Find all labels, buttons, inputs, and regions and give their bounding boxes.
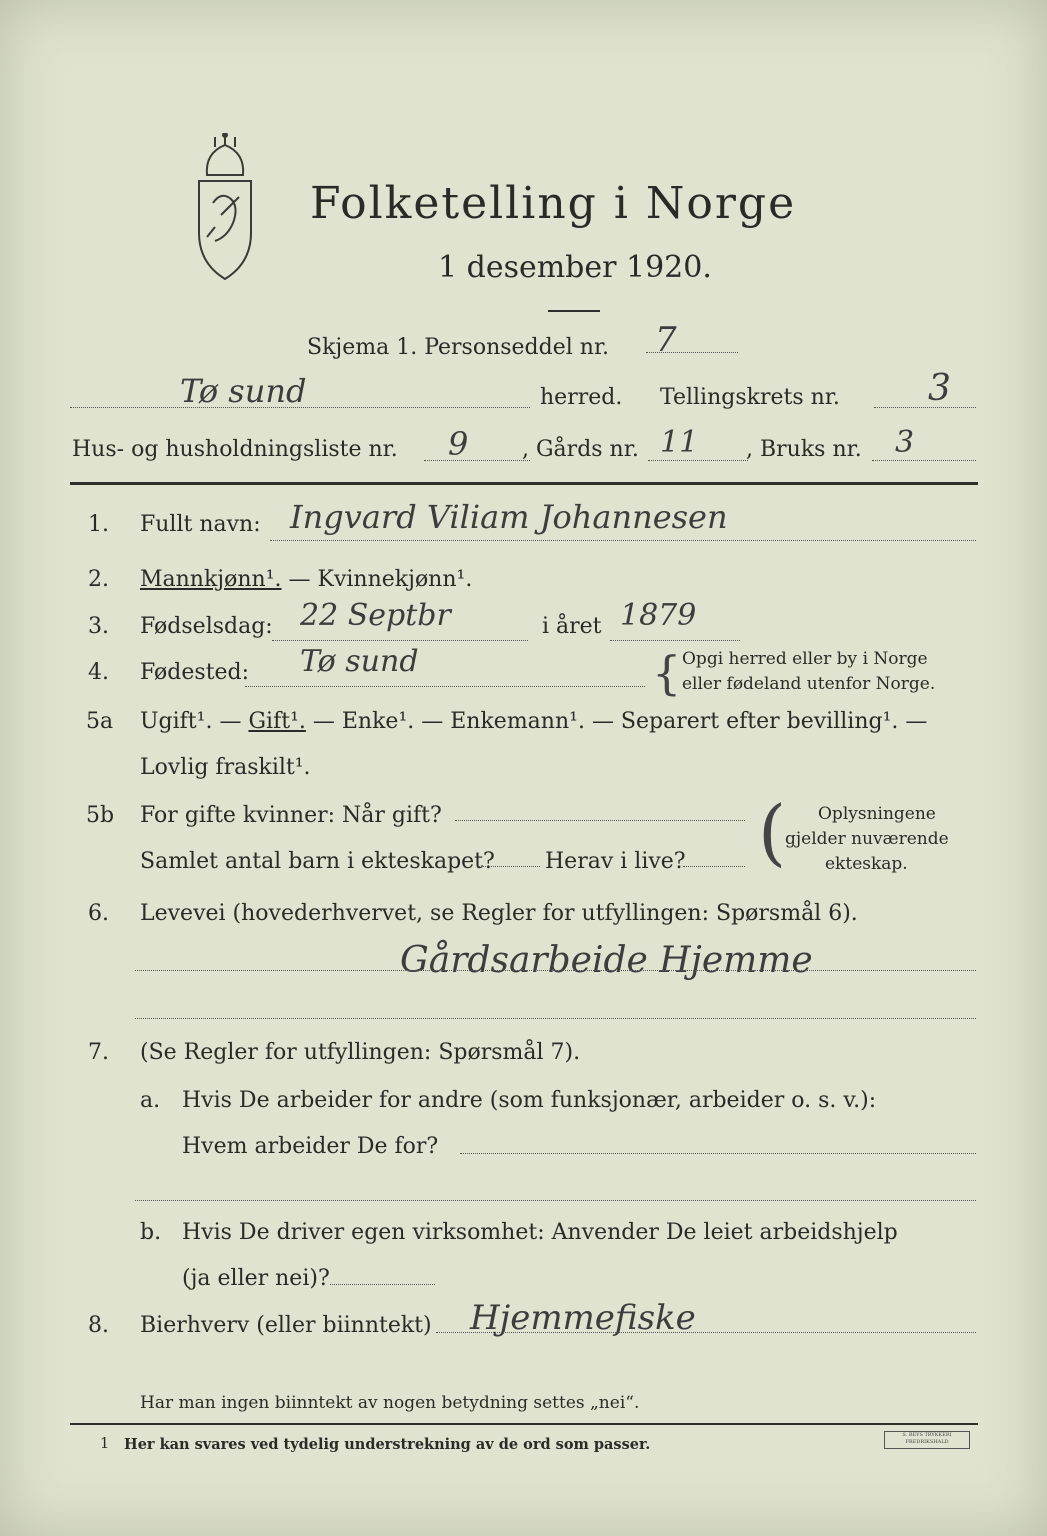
skjema-label: Skjema 1. Personseddel nr. — [307, 335, 610, 360]
person-nr-field[interactable] — [646, 352, 738, 353]
married-when-field[interactable] — [455, 820, 745, 821]
occupation-field-line1[interactable] — [135, 970, 976, 971]
footer-note: Har man ingen biinntekt av nogen betydning settes „nei“. — [140, 1393, 640, 1413]
q5b-label: For gifte kvinner: Når gift? — [140, 803, 442, 828]
birthdate-value: 22 Septbr — [300, 598, 451, 633]
children-alive-field[interactable] — [683, 866, 745, 867]
gards-value: 11 — [660, 425, 699, 460]
q7b-letter: b. — [140, 1220, 162, 1245]
q2-options — [140, 567, 472, 592]
q8-label: Bierhverv (eller biinntekt) — [140, 1313, 432, 1338]
q5a-options — [140, 709, 927, 734]
q5b-number: 5b — [86, 803, 115, 828]
q5a-separator: — — [212, 709, 249, 734]
bruks-label: , Bruks nr. — [746, 437, 862, 462]
birthplace-value: Tø sund — [300, 644, 419, 679]
q5b-alive-label: Herav i live? — [545, 849, 686, 874]
year-label: i året — [542, 614, 602, 639]
occupation-field-line2[interactable] — [135, 1018, 976, 1019]
herred-field[interactable] — [70, 407, 530, 408]
q7b-answer-label: (ja eller nei)? — [182, 1266, 330, 1291]
q7a-letter: a. — [140, 1088, 161, 1113]
q7a-label: Hvis De arbeider for andre (som funksjonær, arbeider o. s. v.): — [182, 1088, 877, 1113]
q5b-bracket: ( — [758, 790, 787, 874]
q2-number: 2. — [88, 567, 109, 592]
lovlig-fraskilt-option[interactable]: Lovlig fraskilt¹. — [140, 755, 311, 780]
q1-label: Fullt navn: — [140, 512, 261, 537]
hired-help-field[interactable] — [330, 1284, 435, 1285]
birth-year-value: 1879 — [620, 598, 697, 633]
husholdningsliste-value: 9 — [448, 425, 469, 463]
ugift-option[interactable]: Ugift¹. — [140, 709, 213, 734]
mannkjonn-option[interactable]: Mannkjønn¹. — [140, 567, 282, 592]
q5b-children-label: Samlet antal barn i ekteskapet? — [140, 849, 495, 874]
occupation-value: Gårdsarbeide Hjemme — [400, 940, 813, 981]
gards-field[interactable] — [648, 460, 748, 461]
bruks-field[interactable] — [872, 460, 976, 461]
form-title: Folketelling i Norge — [310, 178, 797, 229]
footnote-mark: 1 — [100, 1436, 110, 1452]
q5a-number: 5a — [86, 709, 114, 734]
q8-number: 8. — [88, 1313, 109, 1338]
bruks-value: 3 — [895, 425, 915, 460]
husholdningsliste-field[interactable] — [424, 460, 530, 461]
kvinnekjonn-option[interactable]: Kvinnekjønn¹. — [317, 567, 473, 592]
q3-label: Fødselsdag: — [140, 614, 273, 639]
q4-label: Fødested: — [140, 660, 250, 685]
q7-number: 7. — [88, 1040, 109, 1065]
q7b-label: Hvis De driver egen virksomhet: Anvender De leiet arbeidshjelp — [182, 1220, 898, 1245]
q7-label: (Se Regler for utfyllingen: Spørsmål 7). — [140, 1040, 581, 1065]
q3-number: 3. — [88, 614, 109, 639]
birthdate-field[interactable] — [272, 640, 528, 641]
tellingskrets-value: 3 — [928, 368, 951, 409]
q4-number: 4. — [88, 660, 109, 685]
birth-year-field[interactable] — [610, 640, 740, 641]
norway-coat-of-arms-icon — [185, 133, 265, 283]
employer-field-line2[interactable] — [135, 1200, 976, 1201]
q2-separator: — — [281, 567, 318, 592]
q6-label: Levevei (hovederhvervet, se Regler for utfyllingen: Spørsmål 6). — [140, 901, 858, 926]
gards-label: , Gårds nr. — [522, 437, 639, 462]
q5a-other-options[interactable]: — Enke¹. — Enkemann¹. — Separert efter bevilling¹. — — [305, 709, 928, 734]
footnote: Her kan svares ved tydelig understrekning av de ord som passer. — [124, 1436, 651, 1453]
q7a-employer-label: Hvem arbeider De for? — [182, 1134, 439, 1159]
husholdningsliste-label: Hus- og husholdningsliste nr. — [72, 437, 398, 462]
q4-brace: { — [652, 646, 682, 700]
title-divider — [548, 310, 600, 312]
side-occupation-value: Hjemmefiske — [470, 1298, 696, 1338]
side-occupation-field[interactable] — [436, 1332, 976, 1333]
q4-note-line2: eller fødeland utenfor Norge. — [682, 674, 936, 694]
q6-number: 6. — [88, 901, 109, 926]
gift-option[interactable]: Gift¹. — [248, 709, 306, 734]
q1-number: 1. — [88, 512, 109, 537]
q4-note-line1: Opgi herred eller by i Norge — [682, 649, 928, 669]
q5b-note-line1: Oplysningene — [818, 804, 936, 824]
employer-field-line1[interactable] — [460, 1153, 976, 1154]
full-name-field[interactable] — [270, 540, 976, 541]
q5b-note-line2: gjelder nuværende — [785, 829, 949, 849]
footer-divider — [70, 1423, 978, 1425]
tellingskrets-label: Tellingskrets nr. — [660, 385, 840, 410]
form-date: 1 desember 1920. — [438, 250, 712, 285]
birthplace-field[interactable] — [245, 686, 645, 687]
printer-stamp: S. BEYS TRYKKERI FREDRIKSHALD — [884, 1431, 970, 1449]
herred-value: Tø sund — [180, 372, 307, 410]
person-nr-value: 7 — [655, 320, 677, 360]
section-divider — [70, 482, 978, 485]
children-count-field[interactable] — [478, 866, 540, 867]
herred-label: herred. — [540, 385, 623, 410]
full-name-value: Ingvard Viliam Johannesen — [290, 498, 728, 536]
tellingskrets-field[interactable] — [874, 407, 976, 408]
q5b-note-line3: ekteskap. — [825, 854, 908, 874]
